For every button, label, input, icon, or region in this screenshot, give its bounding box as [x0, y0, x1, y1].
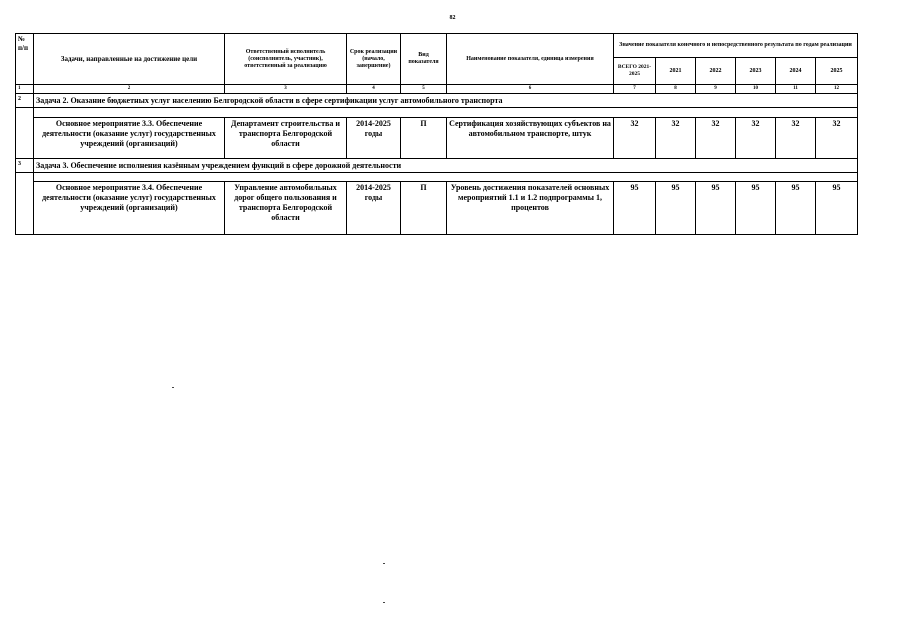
value-2021: 95	[656, 182, 696, 235]
header-year-2022: 2022	[696, 58, 736, 85]
activity-period: 2014-2025 годы	[347, 182, 401, 235]
value-2023: 32	[736, 117, 776, 158]
header-col-responsible: Ответственный исполнитель (соисполнитель, участник), ответственный за реализацию	[225, 34, 347, 85]
header-year-2024: 2024	[776, 58, 816, 85]
column-index: 1	[16, 85, 34, 94]
activity-period: 2014-2025 годы	[347, 117, 401, 158]
activity-indicator: Сертификация хозяйствующих субъектов на автомобильном транспорте, штук	[447, 117, 614, 158]
column-index: 9	[696, 85, 736, 94]
value-total: 95	[614, 182, 656, 235]
header-col-values: Значение показателя конечного и непосредственного результата по годам реализации	[614, 34, 858, 58]
column-index: 12	[816, 85, 858, 94]
header-year-total: ВСЕГО 2021-2025	[614, 58, 656, 85]
header-col-num: № п/п	[16, 34, 34, 85]
scan-speck	[172, 387, 174, 388]
column-index: 8	[656, 85, 696, 94]
column-index: 2	[34, 85, 225, 94]
scan-speck	[383, 563, 385, 564]
spacer-row	[16, 173, 858, 182]
value-2022: 95	[696, 182, 736, 235]
task-title: Задача 3. Обеспечение исполнения казённым учреждением функций в сфере дорожной деятельности	[34, 159, 858, 173]
value-2024: 32	[776, 117, 816, 158]
header-col-period: Срок реализации (начало, завершение)	[347, 34, 401, 85]
column-index: 7	[614, 85, 656, 94]
activity-responsible: Департамент строительства и транспорта Белгородской области	[225, 117, 347, 158]
column-index: 4	[347, 85, 401, 94]
activity-type: П	[401, 117, 447, 158]
task-number: 3	[16, 159, 34, 173]
header-col-type: Вид показателя	[401, 34, 447, 85]
task-row	[16, 94, 858, 108]
header-row	[16, 34, 858, 58]
header-year-2025: 2025	[816, 58, 858, 85]
column-index: 5	[401, 85, 447, 94]
header-col-indicator: Наименование показателя, единица измерения	[447, 34, 614, 85]
activity-row	[16, 182, 858, 235]
column-index: 3	[225, 85, 347, 94]
activity-responsible: Управление автомобильных дорог общего пользования и транспорта Белгородской области	[225, 182, 347, 235]
activity-task: Основное мероприятие 3.3. Обеспечение деятельности (оказание услуг) государственных учреждений (организаций)	[34, 117, 225, 158]
value-2023: 95	[736, 182, 776, 235]
column-index-row	[16, 85, 858, 94]
scan-speck	[383, 602, 385, 603]
value-2025: 95	[816, 182, 858, 235]
activity-indicator: Уровень достижения показателей основных мероприятий 1.1 и 1.2 подпрограммы 1, процентов	[447, 182, 614, 235]
value-2025: 32	[816, 117, 858, 158]
program-table	[15, 33, 858, 235]
activity-type: П	[401, 182, 447, 235]
value-2021: 32	[656, 117, 696, 158]
value-2024: 95	[776, 182, 816, 235]
column-index: 6	[447, 85, 614, 94]
header-col-tasks: Задачи, направленные на достижение цели	[34, 34, 225, 85]
activity-task: Основное мероприятие 3.4. Обеспечение деятельности (оказание услуг) государственных учреждений (организаций)	[34, 182, 225, 235]
value-total: 32	[614, 117, 656, 158]
activity-row	[16, 117, 858, 158]
task-row	[16, 159, 858, 173]
task-title: Задача 2. Оказание бюджетных услуг населению Белгородской области в сфере сертификации услуг автомобильного транспорта	[34, 94, 858, 108]
value-2022: 32	[696, 117, 736, 158]
header-year-2021: 2021	[656, 58, 696, 85]
column-index: 11	[776, 85, 816, 94]
task-number: 2	[16, 94, 34, 108]
column-index: 10	[736, 85, 776, 94]
page-number: 82	[449, 15, 456, 21]
spacer-row	[16, 108, 858, 118]
header-year-2023: 2023	[736, 58, 776, 85]
